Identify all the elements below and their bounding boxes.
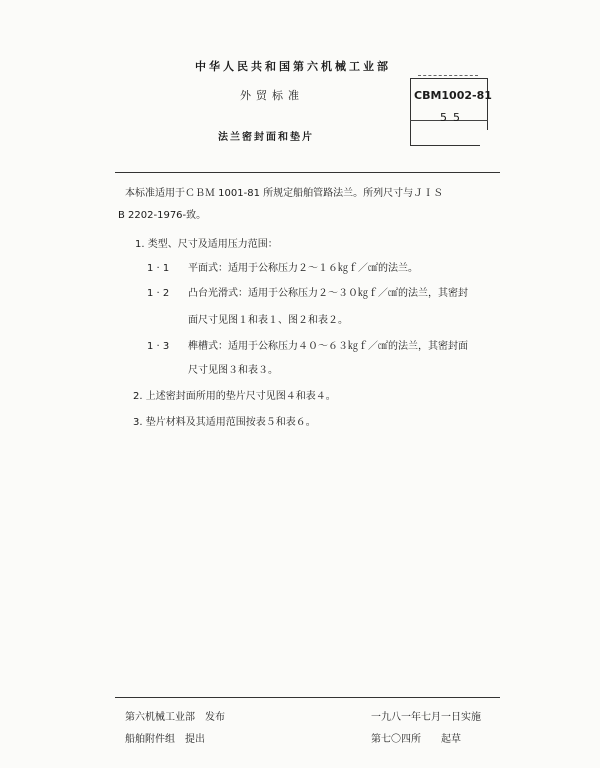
- item-1-2-number: 1 · 2: [147, 288, 170, 299]
- item-1-2-text: 凸台光滑式：适用于公称压力２～３０㎏ｆ／㎠的法兰，其密封: [188, 288, 468, 299]
- item-1-3-text: 榫槽式：适用于公称压力４０～６３㎏ｆ／㎠的法兰，其密封面: [188, 341, 468, 352]
- footer-divider: [115, 697, 500, 698]
- standard-type: 外贸标准: [240, 89, 304, 102]
- item-1-3-continuation: 尺寸见图３和表３。: [188, 365, 278, 376]
- item-1-1-text: 平面式：适用于公称压力２～１６㎏ｆ／㎠的法兰。: [188, 263, 418, 274]
- item-1-3-number: 1 · 3: [147, 341, 170, 352]
- issuer: 第六机械工业部 发布: [125, 712, 225, 723]
- item-1-1-number: 1 · 1: [147, 263, 170, 274]
- item-1-2-continuation: 面尺寸见图１和表１、图２和表２。: [188, 315, 348, 326]
- intro-line-2: B 2202-1976-致。: [118, 210, 207, 221]
- section-2: 2. 上述密封面所用的垫片尺寸见图４和表４。: [133, 391, 336, 402]
- page-number: 55: [440, 111, 466, 124]
- drafter: 第七〇四所 起草: [371, 734, 461, 745]
- implementation-date: 一九八一年七月一日实施: [371, 712, 481, 723]
- proposer: 船舶附件组 提出: [125, 734, 205, 745]
- document-title: 法兰密封面和垫片: [218, 132, 314, 143]
- standard-code-box: [410, 78, 492, 146]
- section-3: 3. 垫片材料及其适用范围按表５和表６。: [133, 417, 316, 428]
- section-1-heading: 1. 类型、尺寸及适用压力范围：: [135, 239, 278, 250]
- intro-line-1: 本标准适用于ＣＢＭ 1001-81 所规定船舶管路法兰。所列尺寸与ＪＩＳ: [125, 188, 444, 199]
- standard-code: CBM1002-81: [414, 89, 492, 102]
- header-divider: [115, 172, 500, 173]
- ministry-name: 中华人民共和国第六机械工业部: [195, 60, 391, 73]
